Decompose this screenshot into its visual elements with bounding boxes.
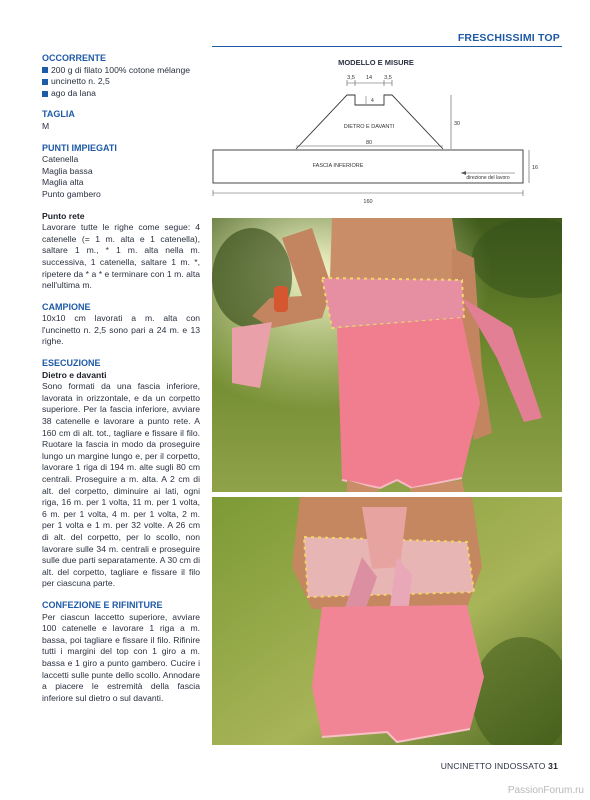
campione-section xyxy=(42,302,200,348)
dim-height: 30 xyxy=(454,121,461,127)
dim-base-width: 80 xyxy=(365,140,373,146)
magazine-name: UNCINETTO INDOSSATO xyxy=(440,761,546,771)
arrow-left-icon xyxy=(461,171,466,175)
esecuzione-title: ESECUZIONE xyxy=(42,358,101,369)
occorrente-section xyxy=(42,53,200,99)
campione-text: 10x10 cm lavorati a m. alta con l'uncinetto n. 2,5 sono pari a 24 m. e 13 righe. xyxy=(42,313,200,347)
dim-top-mid: 14 xyxy=(365,75,373,81)
taglia-value: M xyxy=(42,120,50,131)
dim-top-right: 3,5 xyxy=(384,75,392,81)
pattern-diagram xyxy=(208,53,543,208)
confezione-title: CONFEZIONE E RIFINITURE xyxy=(42,599,163,610)
occorrente-item xyxy=(42,65,200,77)
punti-title: PUNTI IMPIEGATI xyxy=(42,142,117,153)
instructions-column xyxy=(42,53,200,714)
square-bullet-icon xyxy=(42,79,48,85)
bodice-label: DIETRO E DAVANTI xyxy=(343,124,395,130)
dim-band-height: 16 xyxy=(532,165,539,171)
esecuzione-subtitle: Dietro e davanti xyxy=(42,369,107,380)
band-label: FASCIA INFERIORE xyxy=(312,163,364,169)
dim-total-width: 160 xyxy=(363,199,373,205)
esecuzione-text: Sono formati da una fascia inferiore, lavorata in orizzontale, e da un corpetto superiore. Per la fascia inferiore, avviare 38 catenelle e lavorare a punto rete. A 160 cm di alt. tot., tagliare e fissare il filo. Ruotare la fascia in modo da proseguire lungo un margine lungo e, per il corpetto, lavorare 1 riga di 194 m. alte sugli 80 cm centrali. Proseguire a m. alta. A 2 cm di alt. del corpetto, diminuire ai lati, ogni riga, 16 m. per 1 volta, 11 m. per 1 volta, 6 m. per 1 volta, 4 m. per 1 volta, 2 m. per 1 volta e 1 m. per 32 volte. A 26 cm di alt. del corpetto, per lo scollo, non lavorare sulle 34 m. centrali e proseguire sulle due parti separatamente. A 30 cm di alt. del corpetto, tagliare e fissare il filo per ciascuna parte. xyxy=(42,381,200,589)
punti-item: Maglia bassa xyxy=(42,165,93,176)
punto-rete-section xyxy=(42,211,200,292)
occorrente-item-text: 200 g di filato 100% cotone mélange xyxy=(51,64,191,75)
punto-rete-title: Punto rete xyxy=(42,210,85,221)
occorrente-item xyxy=(42,88,200,100)
punti-item: Maglia alta xyxy=(42,177,84,188)
square-bullet-icon xyxy=(42,67,48,73)
esecuzione-section xyxy=(42,358,200,590)
punti-item: Punto gambero xyxy=(42,188,101,199)
taglia-title: TAGLIA xyxy=(42,109,75,120)
campione-title: CAMPIONE xyxy=(42,301,91,312)
confezione-text: Per ciascun laccetto superiore, avviare 100 catenelle e lavorare 1 riga a m. bassa, poi tagliare e fissare il filo. Rifinire tutti i margini del top con 1 giro a m. bassa e 1 giro a punto gambero. Cucire i laccetti sulle punte dello scollo. Annodare a piacere le estremità della fascia inferiore sul dietro o sul davanti. xyxy=(42,611,200,703)
punto-rete-text: Lavorare tutte le righe come segue: 4 catenelle (= 1 m. alta e 1 catenella), saltare 1 m., * 1 m. alta nella m. successiva, 1 catenella, saltare 1 m. *, ripetere da * a * e terminare con 1 m. alta nell'ultima m. xyxy=(42,222,200,291)
watermark: PassionForum.ru xyxy=(507,785,584,796)
page-number: 31 xyxy=(548,761,558,771)
dim-top-left: 3,5 xyxy=(347,75,355,81)
taglia-section xyxy=(42,109,200,132)
direction-label: direzione del lavoro xyxy=(466,175,510,181)
punti-section xyxy=(42,143,200,201)
dim-neck-depth: 4 xyxy=(371,98,374,104)
occorrente-item-text: uncinetto n. 2,5 xyxy=(51,76,110,87)
occorrente-item-text: ago da lana xyxy=(51,87,96,98)
occorrente-title: OCCORRENTE xyxy=(42,53,107,63)
occorrente-item xyxy=(42,76,200,88)
photo-model-side-back xyxy=(212,218,562,492)
punti-item: Catenella xyxy=(42,154,79,165)
diagram-title: MODELLO E MISURE xyxy=(338,58,414,67)
section-tag: FRESCHISSIMI TOP xyxy=(457,32,560,44)
confezione-section xyxy=(42,600,200,704)
page-footer xyxy=(441,761,558,771)
header-divider xyxy=(212,46,562,47)
photo-model-back-knot xyxy=(212,497,562,745)
square-bullet-icon xyxy=(42,91,48,97)
